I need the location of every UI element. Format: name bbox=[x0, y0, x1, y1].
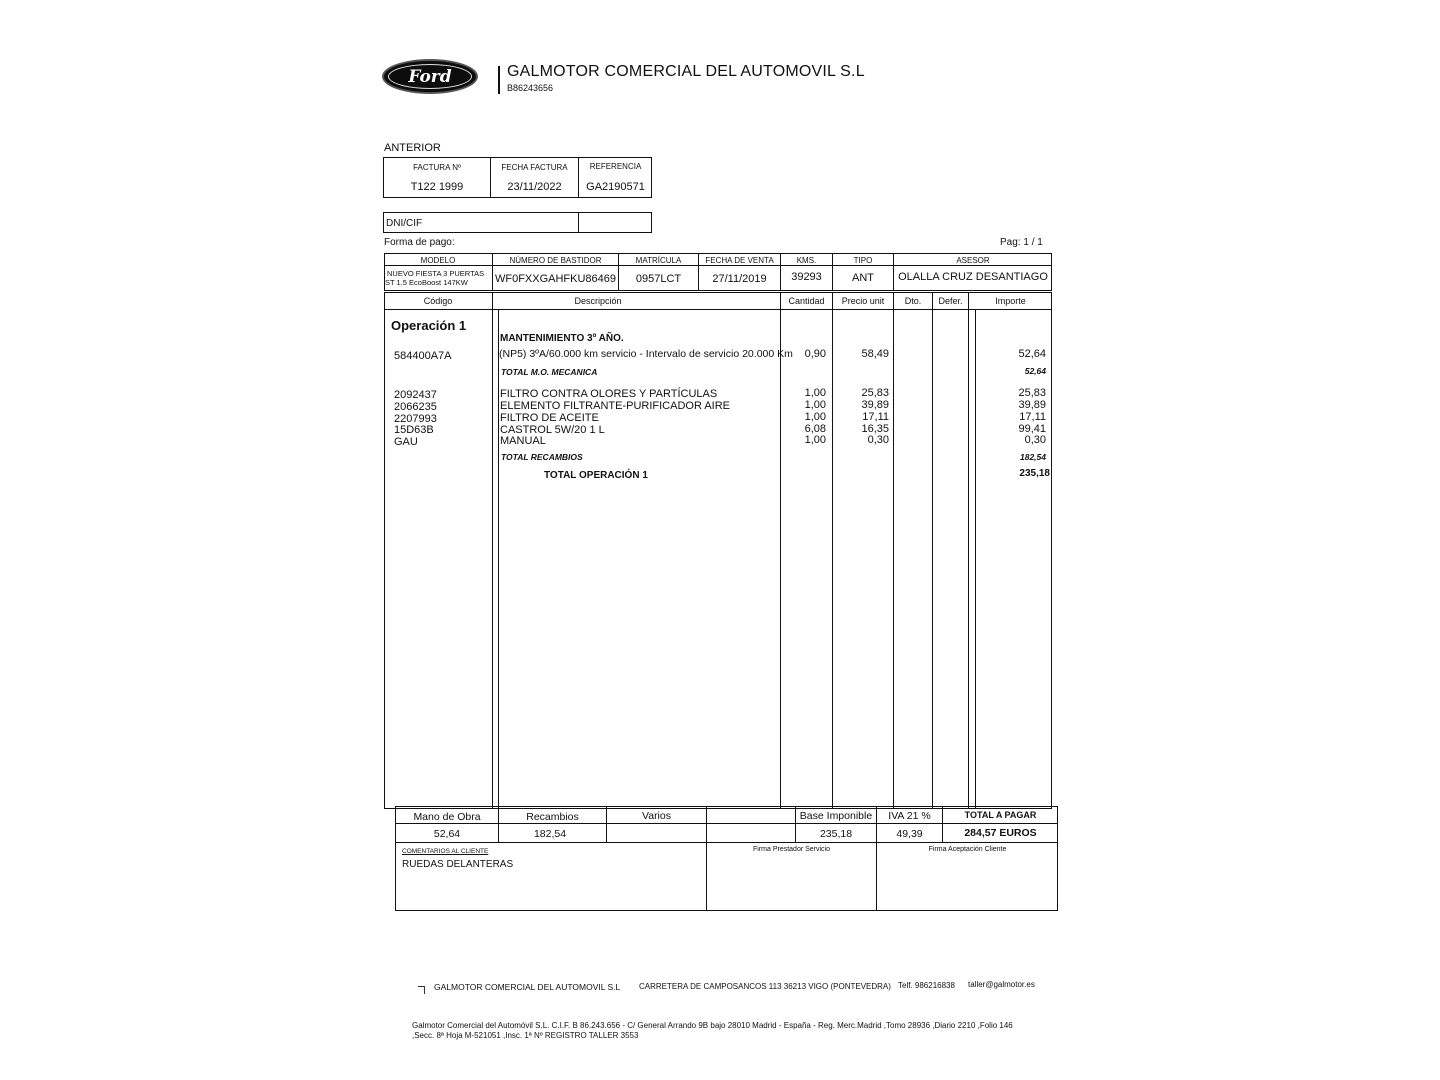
factura-value: T122 1999 bbox=[410, 181, 464, 193]
part-importe: 99,41 bbox=[1018, 423, 1046, 435]
defer-header: Defer. bbox=[938, 296, 963, 306]
part-precio: 25,83 bbox=[861, 387, 889, 399]
total-recambios-label: TOTAL RECAMBIOS bbox=[501, 452, 583, 462]
part-codigo: GAU bbox=[394, 436, 418, 448]
modelo-line2: ST 1.5 EcoBoost 147KW bbox=[385, 278, 468, 287]
items-col-divider bbox=[893, 292, 894, 809]
comments-label: COMENTARIOS AL CLIENTE bbox=[402, 848, 489, 855]
part-codigo: 2066235 bbox=[394, 401, 437, 413]
dni-box bbox=[383, 212, 652, 233]
total-mo-label: TOTAL M.O. MECANICA bbox=[501, 367, 598, 377]
fecha-venta-header: FECHA DE VENTA bbox=[705, 256, 774, 265]
dni-label: DNI/CIF bbox=[386, 218, 423, 229]
items-col-divider bbox=[975, 309, 976, 809]
footer-address: CARRETERA DE CAMPOSANCOS 113 36213 VIGO (PONTEVEDRA) bbox=[639, 982, 891, 991]
matricula-value: 0957LCT bbox=[635, 273, 682, 285]
base-imponible-value: 235,18 bbox=[819, 828, 853, 840]
referencia-label: REFERENCIA bbox=[589, 162, 642, 171]
part-importe: 39,89 bbox=[1018, 399, 1046, 411]
items-col-divider bbox=[492, 292, 493, 809]
part-cantidad: 1,00 bbox=[804, 411, 826, 423]
iva-label: IVA 21 % bbox=[888, 810, 931, 822]
part-codigo: 2092437 bbox=[394, 389, 437, 401]
part-precio: 0,30 bbox=[867, 434, 889, 446]
ford-logo bbox=[382, 59, 478, 94]
footer-email: taller@galmotor.es bbox=[968, 980, 1035, 989]
descripcion-header: Descripción bbox=[574, 296, 622, 306]
section-title: MANTENIMIENTO 3º AÑO. bbox=[500, 333, 624, 344]
forma-pago-label: Forma de pago: bbox=[384, 237, 455, 248]
part-descripcion: FILTRO CONTRA OLORES Y PARTÍCULAS bbox=[500, 388, 718, 400]
total-operacion-label: TOTAL OPERACIÓN 1 bbox=[544, 470, 648, 481]
footer-legal-line1: Galmotor Comercial del Automóvil S.L. C.I.F. B 86.243.656 - C/ General Arrando 9B bajo 28010 Madrid - España - Reg. Merc.Madrid ,Tomo 28936 ,Diario 2210 ,Folio 146 bbox=[412, 1021, 1013, 1030]
items-header-line bbox=[384, 309, 1052, 310]
ford-logo-text: Ford bbox=[408, 67, 452, 87]
footer-bullet-icon bbox=[418, 986, 425, 994]
labour-precio: 58,49 bbox=[861, 348, 889, 360]
kms-value: 39293 bbox=[791, 271, 822, 283]
total-pagar-value: 284,57 EUROS bbox=[964, 827, 1037, 839]
part-cantidad: 1,00 bbox=[804, 399, 826, 411]
part-precio: 16,35 bbox=[861, 423, 889, 435]
factura-label: FACTURA Nº bbox=[413, 163, 461, 172]
operation-title: Operación 1 bbox=[391, 318, 467, 333]
part-importe: 25,83 bbox=[1018, 387, 1046, 399]
part-precio: 39,89 bbox=[861, 399, 889, 411]
total-recambios-value: 182,54 bbox=[1020, 452, 1046, 462]
bastidor-value: WF0FXXGAHFKU86469 bbox=[494, 273, 617, 285]
codigo-header: Código bbox=[423, 296, 453, 306]
anterior-label: ANTERIOR bbox=[384, 142, 441, 154]
mano-obra-label: Mano de Obra bbox=[413, 811, 481, 823]
total-mo-value: 52,64 bbox=[1024, 366, 1046, 376]
labour-importe: 52,64 bbox=[1018, 348, 1046, 360]
asesor-header: ASESOR bbox=[956, 256, 990, 265]
part-importe: 0,30 bbox=[1024, 434, 1046, 446]
labour-codigo: 584400A7A bbox=[394, 350, 452, 362]
part-descripcion: FILTRO DE ACEITE bbox=[500, 412, 599, 424]
varios-label: Varios bbox=[642, 810, 671, 822]
total-pagar-label: TOTAL A PAGAR bbox=[964, 810, 1037, 820]
totals-mid-line bbox=[395, 823, 1058, 824]
part-cantidad: 1,00 bbox=[804, 434, 826, 446]
kms-header: KMS. bbox=[796, 256, 817, 265]
company-name: GALMOTOR COMERCIAL DEL AUTOMOVIL S.L bbox=[507, 63, 865, 80]
items-table bbox=[384, 292, 1052, 809]
part-cantidad: 1,00 bbox=[804, 387, 826, 399]
items-col-divider bbox=[832, 292, 833, 809]
footer-phone: Telf. 986216838 bbox=[898, 981, 955, 990]
recambios-value: 182,54 bbox=[533, 828, 567, 840]
footer-legal-line2: ,Secc. 8ª Hoja M-521051 ,Insc. 1ª Nº REGISTRO TALLER 3553 bbox=[412, 1031, 639, 1040]
fecha-venta-value: 27/11/2019 bbox=[712, 273, 767, 285]
fecha-factura-value: 23/11/2022 bbox=[507, 181, 562, 193]
tipo-header: TIPO bbox=[853, 256, 873, 265]
referencia-value: GA2190571 bbox=[586, 181, 645, 193]
mano-obra-value: 52,64 bbox=[433, 828, 461, 840]
firma-cliente-label: Firma Aceptación Cliente bbox=[928, 846, 1007, 853]
part-descripcion: CASTROL 5W/20 1 L bbox=[500, 424, 605, 436]
base-imponible-label: Base Imponible bbox=[799, 810, 873, 822]
items-col-divider bbox=[780, 292, 781, 809]
firma-prestador-label: Firma Prestador Servicio bbox=[752, 846, 831, 853]
header-divider bbox=[498, 66, 500, 94]
asesor-value: OLALLA CRUZ DESANTIAGO bbox=[898, 271, 1048, 283]
part-importe: 17,11 bbox=[1019, 411, 1046, 423]
fecha-factura-label: FECHA FACTURA bbox=[501, 163, 568, 172]
matricula-header: MATRÍCULA bbox=[635, 256, 682, 265]
part-precio: 17,11 bbox=[862, 411, 889, 423]
bastidor-header: NÚMERO DE BASTIDOR bbox=[509, 256, 602, 265]
items-col-divider bbox=[932, 292, 933, 809]
cantidad-header: Cantidad bbox=[788, 296, 825, 306]
items-col-divider bbox=[498, 309, 499, 809]
company-cif: B86243656 bbox=[507, 83, 554, 93]
totals-col-divider bbox=[706, 806, 707, 843]
modelo-line1: NUEVO FIESTA 3 PUERTAS bbox=[387, 269, 485, 278]
part-descripcion: MANUAL bbox=[500, 435, 546, 447]
precio-header: Precio unit bbox=[841, 296, 885, 306]
part-codigo: 15D63B bbox=[394, 424, 434, 436]
part-codigo: 2207993 bbox=[394, 413, 437, 425]
modelo-header: MODELO bbox=[420, 256, 456, 265]
iva-value: 49,39 bbox=[896, 828, 923, 840]
vehicle-header-line bbox=[384, 265, 1052, 266]
comments-text: RUEDAS DELANTERAS bbox=[402, 859, 514, 870]
part-descripcion: ELEMENTO FILTRANTE-PURIFICADOR AIRE bbox=[500, 400, 731, 412]
part-cantidad: 6,08 bbox=[804, 423, 826, 435]
total-operacion-value: 235,18 bbox=[1019, 468, 1050, 479]
dni-divider bbox=[578, 212, 579, 233]
recambios-label: Recambios bbox=[526, 811, 579, 823]
dto-header: Dto. bbox=[904, 296, 922, 306]
tipo-value: ANT bbox=[852, 272, 874, 284]
labour-descripcion: (NP5) 3ºA/60.000 km servicio - Intervalo de servicio 20.000 Km bbox=[499, 348, 793, 360]
labour-cantidad: 0,90 bbox=[804, 348, 826, 360]
footer-company: GALMOTOR COMERCIAL DEL AUTOMOVIL S.L bbox=[434, 982, 621, 992]
page-number: Pag: 1 / 1 bbox=[1000, 237, 1043, 248]
importe-header: Importe bbox=[995, 296, 1026, 306]
